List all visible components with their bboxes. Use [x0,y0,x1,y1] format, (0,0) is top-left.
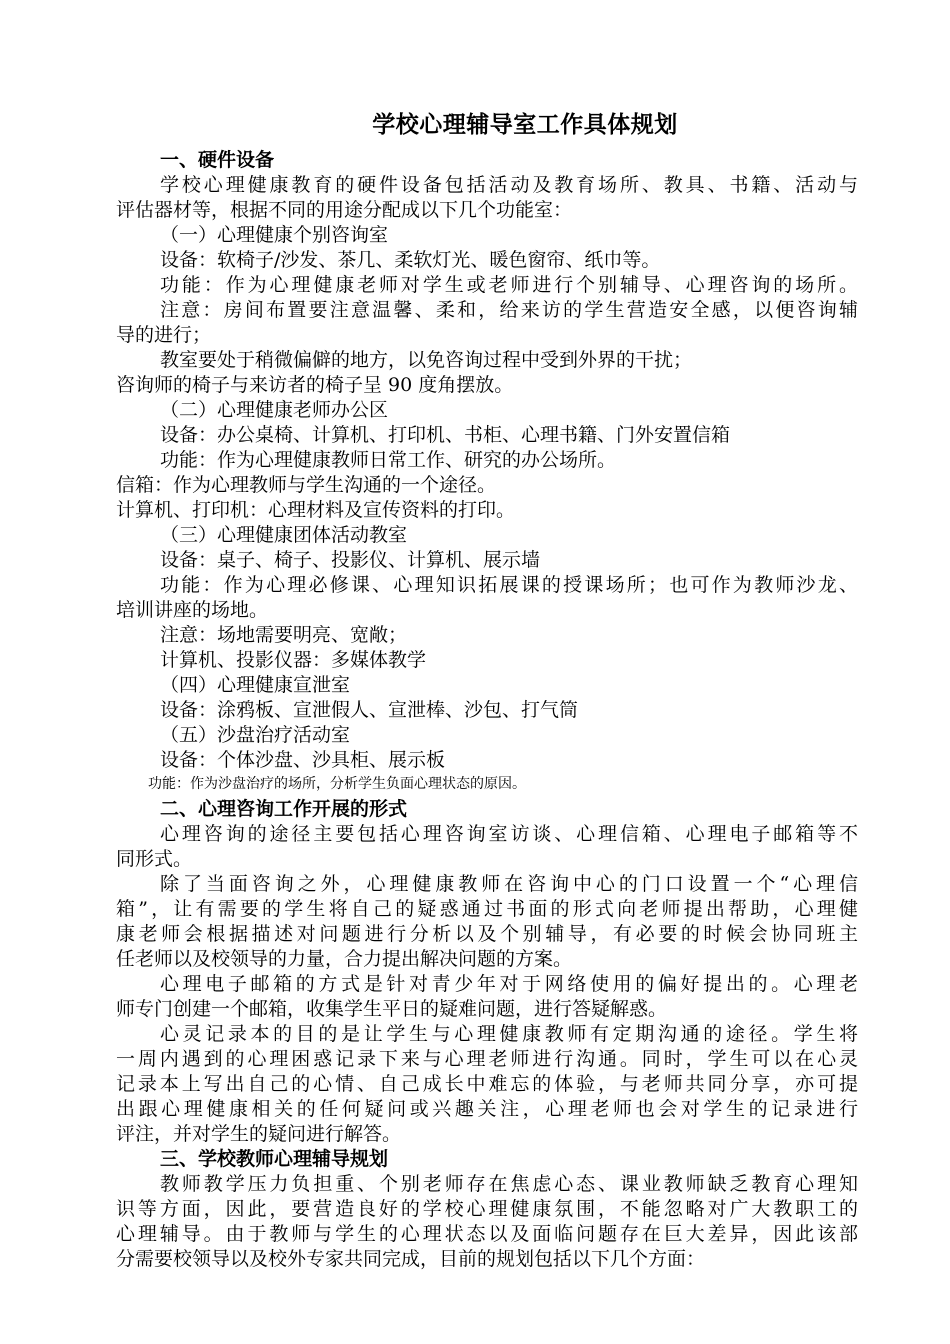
paragraph-line: 心理辅导。由于教师与学生的心理状态以及面临问题存在巨大差异，因此该部 [116,1223,858,1245]
paragraph-line: 培训讲座的场地。 [116,599,269,621]
paragraph-line: 同形式。 [116,848,193,870]
paragraph-line: 分需要校领导以及校外专家共同完成，目前的规划包括以下几个方面： [116,1248,706,1270]
paragraph-line: 除了当面咨询之外，心理健康教师在咨询中心的门口设置一个“心理信 [160,873,858,895]
paragraph-line: 心理咨询的途径主要包括心理咨询室访谈、心理信箱、心理电子邮箱等不 [160,823,858,845]
paragraph-line: 心理电子邮箱的方式是针对青少年对于网络使用的偏好提出的。心理老 [160,973,858,995]
paragraph-line: 导的进行； [116,324,212,346]
paragraph-line: 咨询师的椅子与来访者的椅子呈 90 度角摆放。 [116,374,514,396]
document-title: 学校心理辅导室工作具体规划 [372,112,678,138]
paragraph-line: 设备：软椅子/沙发、茶几、柔软灯光、暖色窗帘、纸巾等。 [160,249,661,271]
paragraph-line: 注意：房间布置要注意温馨、柔和，给来访的学生营造安全感，以便咨询辅 [160,299,858,321]
paragraph-line: 功能：作为心理健康老师对学生或老师进行个别辅导、心理咨询的场所。 [160,274,858,296]
paragraph-line: 信箱：作为心理教师与学生沟通的一个途径。 [116,474,497,496]
paragraph-line: 设备：桌子、椅子、投影仪、计算机、展示墙 [160,549,541,571]
paragraph-line: 计算机、打印机：心理材料及宣传资料的打印。 [116,499,516,521]
subsection-heading: （二）心理健康老师办公区 [160,399,389,421]
paragraph-line: 教室要处于稍微偏僻的地方，以免咨询过程中受到外界的干扰； [160,349,693,371]
paragraph-line-small: 功能：作为沙盘治疗的场所，分析学生负面心理状态的原因。 [148,776,526,792]
paragraph-line: 师专门创建一个邮箱，收集学生平日的疑难问题，进行答疑解惑。 [116,998,668,1020]
subsection-heading: （四）心理健康宣泄室 [160,674,351,696]
subsection-heading: （一）心理健康个别咨询室 [160,224,389,246]
paragraph-line: 功能：作为心理健康教师日常工作、研究的办公场所。 [160,449,617,471]
paragraph-line: 康老师会根据描述对问题进行分析以及个别辅导，有必要的时候会协同班主 [116,923,858,945]
paragraph-line: 评注，并对学生的疑问进行解答。 [116,1123,402,1145]
paragraph-line: 计算机、投影仪器：多媒体教学 [160,649,427,671]
section-heading-counseling: 二、心理咨询工作开展的形式 [160,798,408,820]
paragraph-line: 设备：涂鸦板、宣泄假人、宣泄棒、沙包、打气筒 [160,699,579,721]
section-heading-hardware: 一、硬件设备 [160,149,275,171]
section-heading-teacher: 三、学校教师心理辅导规划 [160,1148,389,1170]
paragraph-line: 出跟心理健康相关的任何疑问或兴趣关注，心理老师也会对学生的记录进行 [116,1098,858,1120]
paragraph-line: 设备：办公桌椅、计算机、打印机、书柜、心理书籍、门外安置信箱 [160,424,731,446]
paragraph-line: 注意：场地需要明亮、宽敞； [160,624,408,646]
paragraph-line: 教师教学压力负担重、个别老师存在焦虑心态、课业教师缺乏教育心理知 [160,1173,858,1195]
paragraph-line: 评估器材等，根据不同的用途分配成以下几个功能室： [116,199,573,221]
paragraph-line: 功能：作为心理必修课、心理知识拓展课的授课场所；也可作为教师沙龙、 [160,574,858,596]
paragraph-line: 记录本上写出自己的心情、自己成长中难忘的体验，与老师共同分享，亦可提 [116,1073,858,1095]
paragraph-line: 一周内遇到的心理困惑记录下来与心理老师进行沟通。同时，学生可以在心灵 [116,1048,858,1070]
paragraph-line: 心灵记录本的目的是让学生与心理健康教师有定期沟通的途径。学生将 [160,1023,858,1045]
paragraph-line: 设备：个体沙盘、沙具柜、展示板 [160,749,446,771]
subsection-heading: （五）沙盘治疗活动室 [160,724,351,746]
subsection-heading: （三）心理健康团体活动教室 [160,524,408,546]
paragraph-line: 任老师以及校领导的力量，合力提出解决问题的方案。 [116,948,573,970]
paragraph-line: 学校心理健康教育的硬件设备包括活动及教育场所、教具、书籍、活动与 [160,174,858,196]
paragraph-line: 箱”，让有需要的学生将自己的疑惑通过书面的形式向老师提出帮助，心理健 [116,898,858,920]
paragraph-line: 识等方面，因此，要营造良好的学校心理健康氛围，不能忽略对广大教职工的 [116,1198,858,1220]
